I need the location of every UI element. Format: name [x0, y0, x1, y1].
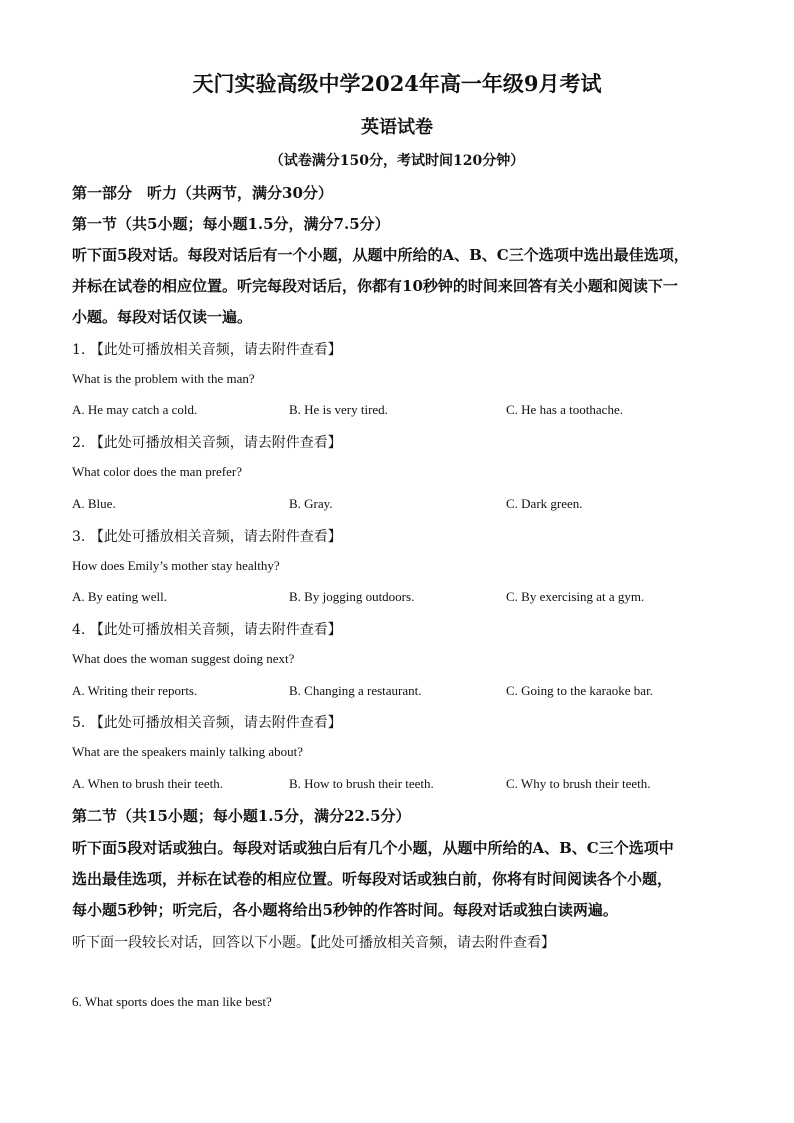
section2-instructions-line3: 每小题5秒钟；听完后，各小题将给出5秒钟的作答时间。每段对话或独白读两遍。	[72, 901, 618, 919]
section2-instructions-line1: 听下面5段对话或独白。每段对话或独白后有几个小题，从题中所给的A、B、C三个选项中	[72, 839, 674, 857]
q2-option-c: C. Dark green.	[506, 496, 583, 511]
q1-option-b: B. He is very tired.	[289, 402, 388, 417]
section2-lead-audio-link[interactable]: 听下面一段较长对话，回答以下小题。【此处可播放相关音频，请去附件查看】	[72, 935, 555, 951]
q5-option-c: C. Why to brush their teeth.	[506, 776, 651, 791]
q4-question: What does the woman suggest doing next?	[72, 651, 295, 666]
q2-question: What color does the man prefer?	[72, 464, 243, 479]
q1-option-c: C. He has a toothache.	[506, 402, 623, 417]
q6-question: 6. What sports does the man like best?	[72, 994, 272, 1009]
q1-audio-link[interactable]: 1. 【此处可播放相关音频，请去附件查看】	[72, 342, 342, 358]
exam-subtitle: 英语试卷	[361, 117, 433, 138]
q5-audio-link[interactable]: 5. 【此处可播放相关音频，请去附件查看】	[72, 715, 342, 731]
q5-question: What are the speakers mainly talking about?	[72, 744, 304, 759]
q3-option-c: C. By exercising at a gym.	[506, 589, 645, 604]
q4-option-a: A. Writing their reports.	[72, 683, 198, 698]
q3-audio-link[interactable]: 3. 【此处可播放相关音频，请去附件查看】	[72, 529, 342, 545]
section1-heading: 第一节（共5小题；每小题1.5分，满分7.5分）	[72, 215, 390, 233]
section2-instructions-line2: 选出最佳选项，并标在试卷的相应位置。听每段对话或独白前，你将有时间阅读各个小题，	[72, 870, 673, 888]
q2-option-a: A. Blue.	[72, 496, 116, 511]
q5-option-a: A. When to brush their teeth.	[72, 776, 224, 791]
exam-title: 天门实验高级中学2024年高一年级9月考试	[192, 71, 602, 96]
section2-heading: 第二节（共15小题；每小题1.5分，满分22.5分）	[72, 807, 411, 825]
q3-option-b: B. By jogging outdoors.	[289, 589, 415, 604]
q1-option-a: A. He may catch a cold.	[72, 402, 198, 417]
q5-option-b: B. How to brush their teeth.	[289, 776, 434, 791]
section1-instructions-line2: 并标在试卷的相应位置。听完每段对话后，你都有10秒钟的时间来回答有关小题和阅读下一	[72, 277, 678, 295]
q4-option-b: B. Changing a restaurant.	[289, 683, 422, 698]
q2-audio-link[interactable]: 2. 【此处可播放相关音频，请去附件查看】	[72, 435, 342, 451]
q2-option-b: B. Gray.	[289, 496, 333, 511]
q1-question: What is the problem with the man?	[72, 371, 255, 386]
q3-question: How does Emily’s mother stay healthy?	[72, 558, 280, 573]
q4-option-c: C. Going to the karaoke bar.	[506, 683, 653, 698]
exam-note: （试卷满分150分，考试时间120分钟）	[269, 153, 525, 169]
q4-audio-link[interactable]: 4. 【此处可播放相关音频，请去附件查看】	[72, 622, 342, 638]
section1-instructions-line1: 听下面5段对话。每段对话后有一个小题，从题中所给的A、B、C三个选项中选出最佳选项，	[72, 246, 689, 264]
part1-heading: 第一部分 听力（共两节，满分30分）	[72, 184, 333, 202]
section1-instructions-line3: 小题。每段对话仅读一遍。	[72, 308, 253, 326]
q3-option-a: A. By eating well.	[72, 589, 167, 604]
